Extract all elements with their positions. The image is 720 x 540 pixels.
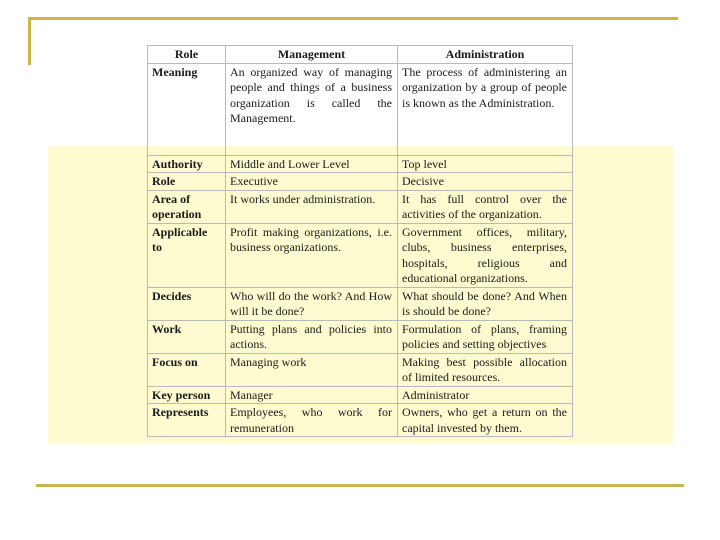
row-management: Employees, who work for remuneration — [226, 404, 398, 437]
row-management: Middle and Lower Level — [226, 155, 398, 173]
row-role: Authority — [148, 155, 226, 173]
row-role: Area of operation — [148, 190, 226, 223]
row-role: Applicable to — [148, 223, 226, 287]
row-management: Profit making organizations, i.e. business organizations. — [226, 223, 398, 287]
row-administration: Administrator — [398, 386, 573, 404]
table-row-decides — [148, 287, 573, 320]
row-role: Work — [148, 320, 226, 353]
table-row-authority — [148, 155, 573, 173]
header-role: Role — [148, 46, 226, 64]
row-role: Role — [148, 173, 226, 191]
row-role: Focus on — [148, 353, 226, 386]
row-administration: Owners, who get a return on the capital invested by them. — [398, 404, 573, 437]
table-row-meaning — [148, 63, 573, 155]
row-role: Decides — [148, 287, 226, 320]
row-management: Who will do the work? And How will it be done? — [226, 287, 398, 320]
table-row-focus-on — [148, 353, 573, 386]
decorative-left-rule — [28, 17, 31, 65]
row-management: It works under administration. — [226, 190, 398, 223]
header-administration: Administration — [398, 46, 573, 64]
row-administration: Formulation of plans, framing policies and setting objectives — [398, 320, 573, 353]
row-administration: Government offices, military, clubs, business enterprises, hospitals, religious and educational organizations. — [398, 223, 573, 287]
row-management: An organized way of managing people and things of a business organization is called the Management. — [226, 63, 398, 155]
table-row-role — [148, 173, 573, 191]
row-management: Executive — [226, 173, 398, 191]
row-management: Manager — [226, 386, 398, 404]
row-administration: It has full control over the activities of the organization. — [398, 190, 573, 223]
row-management: Managing work — [226, 353, 398, 386]
decorative-bottom-rule — [36, 484, 684, 487]
row-administration: Making best possible allocation of limited resources. — [398, 353, 573, 386]
comparison-table — [147, 45, 573, 437]
row-role: Represents — [148, 404, 226, 437]
comparison-table-container — [147, 45, 572, 437]
row-management: Putting plans and policies into actions. — [226, 320, 398, 353]
table-row-work — [148, 320, 573, 353]
table-row-key-person — [148, 386, 573, 404]
row-administration: The process of administering an organization by a group of people is known as the Administration. — [398, 63, 573, 155]
row-administration: Top level — [398, 155, 573, 173]
row-administration: Decisive — [398, 173, 573, 191]
decorative-top-rule — [28, 17, 678, 20]
row-role: Key person — [148, 386, 226, 404]
table-header-row — [148, 46, 573, 64]
table-row-area-of-operation — [148, 190, 573, 223]
table-row-applicable-to — [148, 223, 573, 287]
row-administration: What should be done? And When is should be done? — [398, 287, 573, 320]
table-row-represents — [148, 404, 573, 437]
row-role: Meaning — [148, 63, 226, 155]
header-management: Management — [226, 46, 398, 64]
